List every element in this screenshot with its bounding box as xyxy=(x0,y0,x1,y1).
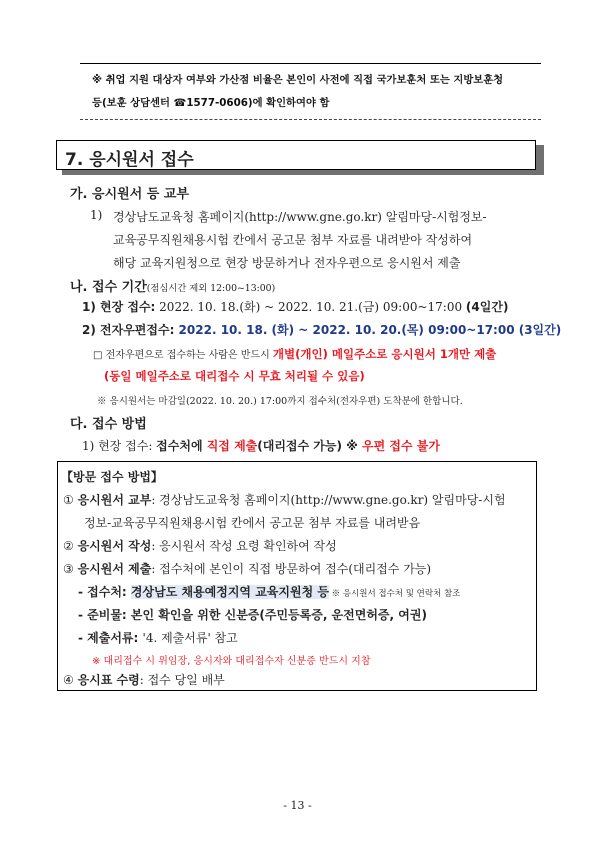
email-note-red: 개별(개인) 메일주소로 응시원서 1개만 제출 xyxy=(272,347,497,361)
notice-line-1: ※ 취업 지원 대상자 여부와 가산점 비율은 본인이 사전에 직접 국가보훈처 또는 지방보훈청 xyxy=(92,74,504,86)
step2-number: ② xyxy=(63,539,74,553)
step3-number: ③ xyxy=(63,562,74,576)
email-label: 2) 전자우편접수: xyxy=(82,323,175,337)
subsection-ga-heading: 가. 응시원서 등 교부 xyxy=(70,187,189,202)
onsite-days: (4일간) xyxy=(465,300,509,314)
eligibility-notice-box xyxy=(80,63,541,120)
lunch-break-note: (점심시간 제외 12:00~13:00) xyxy=(146,283,276,294)
visit-step1-line2: 정보-교육공무직원채용시험 칸에서 공고문 첨부 자료를 내려받음 xyxy=(84,516,421,530)
onsite-label: 1) 현장 접수: xyxy=(82,300,156,314)
email-note-prefix: □ 전자우편으로 접수하는 사람은 반드시 xyxy=(93,350,273,361)
ga-item1-line1: 경상남도교육청 홈페이지(http://www.gne.go.kr) 알림마당-시험정보- xyxy=(113,210,487,224)
ga-item1-number: 1) xyxy=(90,208,103,222)
na-item2 xyxy=(82,321,561,338)
step1-title: 응시원서 교부 xyxy=(77,493,152,507)
step4-number: ④ xyxy=(63,673,74,687)
subsection-na-heading: 나. 접수 기간 xyxy=(70,280,147,295)
step2-title: 응시원서 작성 xyxy=(77,539,152,553)
email-note-proxy-warning: (동일 메일주소로 대리접수 시 무효 처리될 수 있음) xyxy=(104,369,365,383)
ga-item1-line3: 해당 교육지원청으로 현장 방문하거나 전자우편으로 응시원서 제출 xyxy=(113,256,461,270)
onsite-method-bold2: (대리접수 가능) ※ xyxy=(257,439,362,453)
onsite-period: 2022. 10. 18.(화) ~ 2022. 10. 21.(금) 09:00~17:00 xyxy=(155,300,466,314)
section-title-box xyxy=(56,140,536,170)
email-period: 2022. 10. 18. (화) ~ 2022. 10. 20.(목) 09:00~17:00 (3일간) xyxy=(174,323,562,337)
documents-value: '4. 제출서류' 참고 xyxy=(142,631,238,645)
ga-item1-line2: 교육공무직원채용시험 칸에서 공고문 첨부 자료를 내려받아 작성하여 xyxy=(113,233,473,247)
email-deadline-note: ※ 응시원서는 마감일(2022. 10. 20.) 17:00까지 접수처(전자우편) 도착분에 한합니다. xyxy=(97,396,463,407)
section-title: 7. 응시원서 접수 xyxy=(65,150,194,170)
step1-text: : 경상남도교육청 홈페이지(http://www.gne.go.kr) 알림마당-시험 xyxy=(151,493,506,507)
visit-step3 xyxy=(63,560,431,577)
onsite-method-bold1: 접수처에 xyxy=(156,439,207,453)
step4-title: 응시표 수령 xyxy=(77,673,140,687)
no-mail-red: 우편 접수 불가 xyxy=(362,439,440,453)
documents-label: - 제출서류: xyxy=(78,631,143,645)
visit-step1-line1 xyxy=(63,491,506,508)
visit-box-title: 【방문 접수 방법】 xyxy=(61,470,163,484)
items-label: - 준비물: xyxy=(78,608,131,622)
step3-title: 응시원서 제출 xyxy=(77,562,152,576)
step1-number: ① xyxy=(63,493,74,507)
direct-submit-red: 직접 제출 xyxy=(206,439,258,453)
visit-step2 xyxy=(63,537,337,554)
na-item1 xyxy=(82,298,508,315)
visit-detail-location xyxy=(78,583,460,600)
notice-line-2: 등(보훈 상담센터 ☎1577-0606)에 확인하여야 함 xyxy=(92,97,330,109)
step4-text: : 접수 당일 배부 xyxy=(139,673,225,687)
proxy-requirement-note: ※ 대리접수 시 위임장, 응시자와 대리접수자 신분증 반드시 지참 xyxy=(92,656,371,667)
items-value: 본인 확인을 위한 신분증(주민등록증, 운전면허증, 여권) xyxy=(130,608,427,622)
location-value: 경상남도 채용예정지역 교육지원청 등 xyxy=(130,585,329,599)
onsite-method-prefix: 1) 현장 접수: xyxy=(82,439,157,453)
visit-detail-documents xyxy=(78,629,238,646)
subsection-da-heading: 다. 접수 방법 xyxy=(70,417,147,432)
location-label: - 접수처: xyxy=(78,585,131,599)
subsection-na-heading-row xyxy=(70,276,275,295)
location-note: ※ 응시원서 접수처 및 연락처 참조 xyxy=(328,589,461,599)
visit-detail-items xyxy=(78,606,427,623)
step3-text: : 접수처에 본인이 직접 방문하여 접수(대리접수 가능) xyxy=(151,562,432,576)
step2-text: : 응시원서 작성 요령 확인하여 작성 xyxy=(151,539,337,553)
visit-step4 xyxy=(63,671,225,688)
na-note1 xyxy=(93,346,496,362)
page-number: - 13 - xyxy=(283,799,312,812)
da-item1 xyxy=(82,437,440,454)
